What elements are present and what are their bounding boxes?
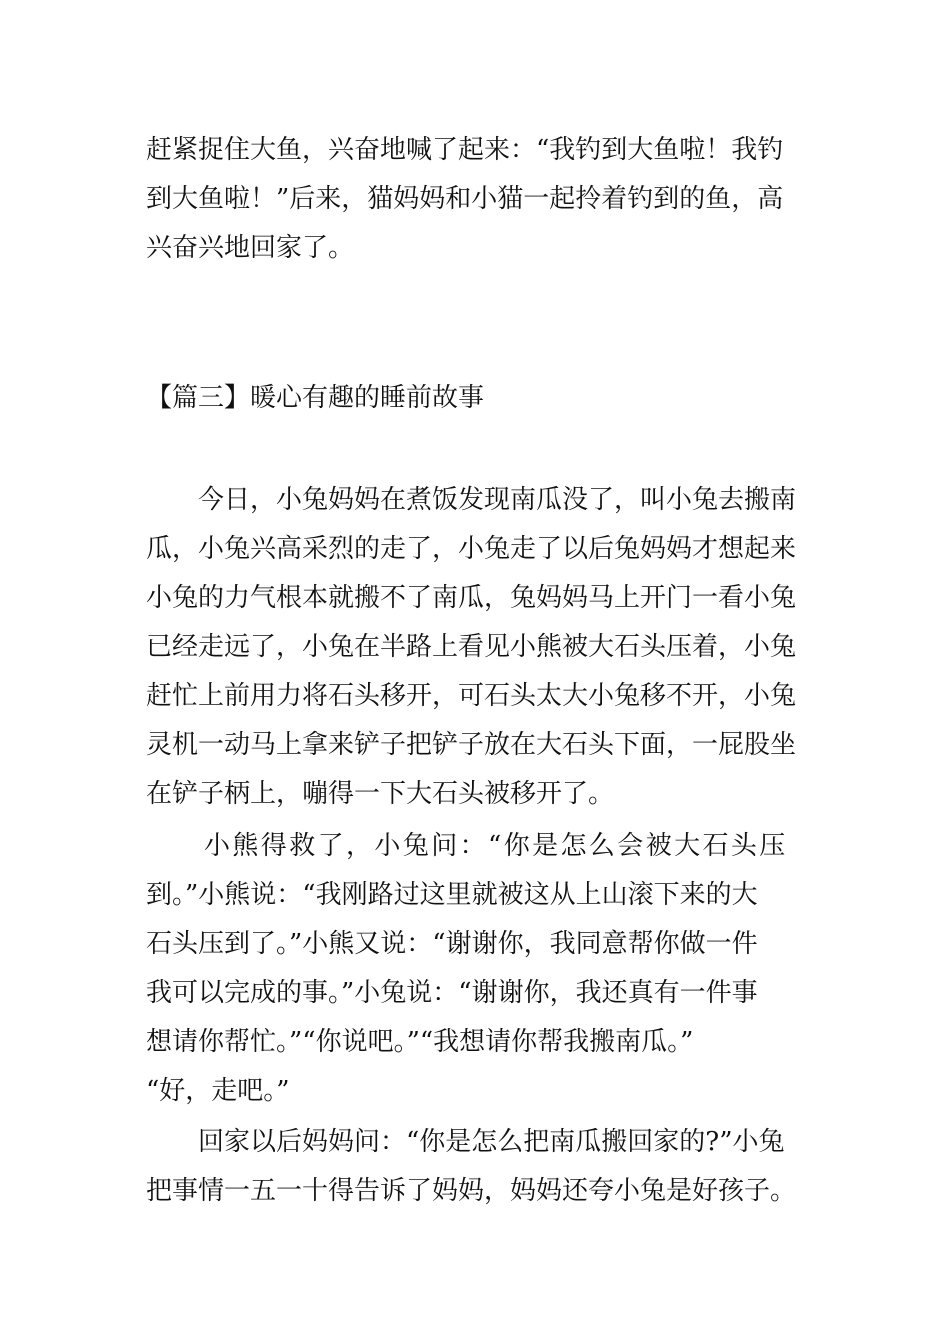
text-line: 已经走远了，小兔在半路上看见小熊被大石头压着，小兔 bbox=[146, 632, 797, 662]
paragraph-1 bbox=[146, 476, 816, 819]
text-line: 赶忙上前用力将石头移开，可石头太大小兔移不开，小兔 bbox=[146, 681, 797, 711]
text-line: 想请你帮忙。”“你说吧。”“我想请你帮我搬南瓜。” bbox=[146, 1027, 694, 1057]
paragraph-2 bbox=[146, 822, 816, 1116]
text-line: “好，走吧。” bbox=[146, 1076, 290, 1106]
section-title bbox=[146, 374, 816, 423]
text-line: 今日，小兔妈妈在煮饭发现南瓜没了，叫小兔去搬南 bbox=[198, 485, 797, 515]
text-line: 小熊得救了，小兔问：“你是怎么会被大石头压 bbox=[204, 831, 788, 861]
text-line: 到大鱼啦！”后来，猫妈妈和小猫一起拎着钓到的鱼，高 bbox=[146, 184, 784, 214]
text-line: 小兔的力气根本就搬不了南瓜，兔妈妈马上开门一看小兔 bbox=[146, 583, 797, 613]
text-line: 回家以后妈妈问：“你是怎么把南瓜搬回家的?”小兔 bbox=[198, 1127, 785, 1157]
text-line: 瓜，小兔兴高采烈的走了，小兔走了以后兔妈妈才想起来 bbox=[146, 534, 797, 564]
text-line: 灵机一动马上拿来铲子把铲子放在大石头下面，一屁股坐 bbox=[146, 730, 797, 760]
section-title-text: 【篇三】暖心有趣的睡前故事 bbox=[146, 383, 485, 413]
text-line: 兴奋兴地回家了。 bbox=[146, 233, 355, 263]
paragraph-3 bbox=[146, 1118, 816, 1216]
text-line: 把事情一五一十得告诉了妈妈，妈妈还夸小兔是好孩子。 bbox=[146, 1176, 797, 1206]
text-line: 石头压到了。”小熊又说：“谢谢你，我同意帮你做一件 bbox=[146, 929, 758, 959]
text-line: 赶紧捉住大鱼，兴奋地喊了起来：“我钓到大鱼啦！我钓 bbox=[146, 135, 784, 165]
story-continuation bbox=[146, 126, 816, 273]
text-line: 到。”小熊说：“我刚路过这里就被这从上山滚下来的大 bbox=[146, 880, 758, 910]
text-line: 我可以完成的事。”小兔说：“谢谢你，我还真有一件事 bbox=[146, 978, 758, 1008]
text-line: 在铲子柄上，嘣得一下大石头被移开了。 bbox=[146, 779, 615, 809]
